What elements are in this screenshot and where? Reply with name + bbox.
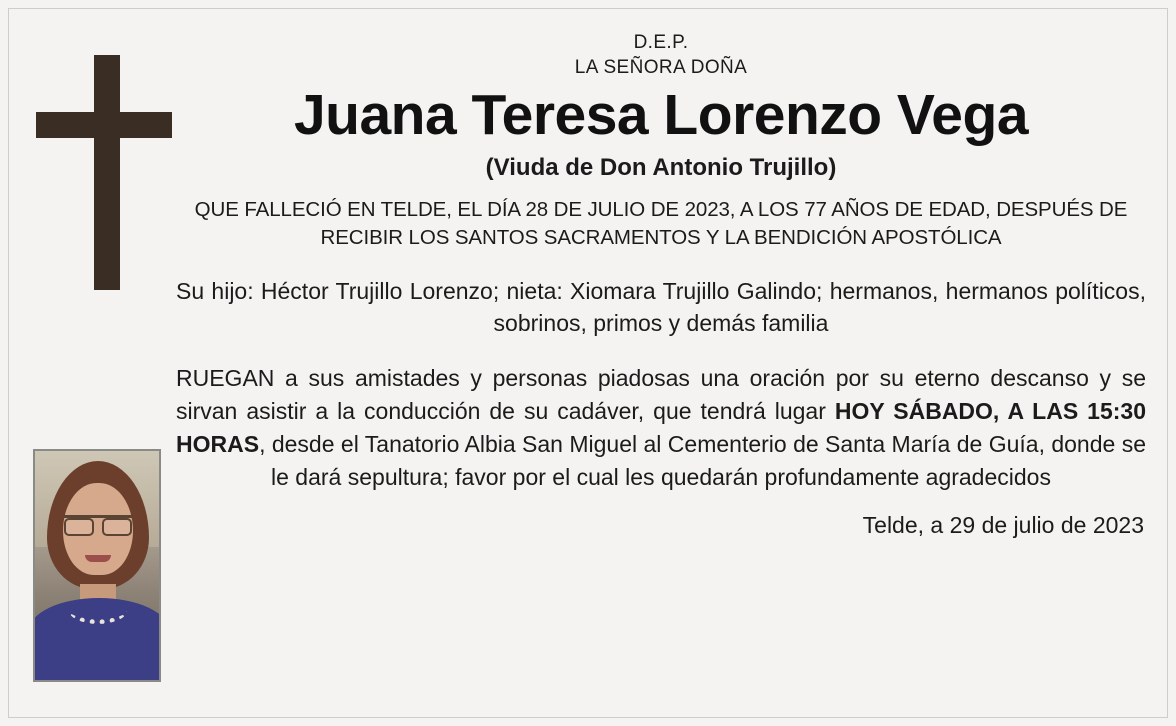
place-and-date: Telde, a 29 de julio de 2023 [862,511,1144,538]
request-text-part-2: , desde el Tanatorio Albia San Miguel al Cementerio de Santa María de Guía, donde se le dará sepultura; favor por el cual les quedarán profundamente agradecidos [259,431,1146,490]
cross-horizontal-bar [36,112,172,138]
cross-icon [36,55,172,290]
widow-of-label: (Viuda de Don Antonio Trujillo) [485,153,837,181]
cross-vertical-bar [94,55,120,290]
portrait-necklace [69,597,127,624]
death-information: QUE FALLECIÓ EN TELDE, EL DÍA 28 DE JULIO DE 2023, A LOS 77 AÑOS DE EDAD, DESPUÉS DE RECIBIR LOS SANTOS SACRAMENTOS Y LA BENDICIÓN APOSTÓLICA [194,197,1128,250]
deceased-name: Juana Teresa Lorenzo Vega [293,83,1029,148]
honorific-label: LA SEÑORA DOÑA [574,57,748,79]
portrait-photo [33,449,161,682]
notice-text-block [176,30,1146,539]
family-list: Su hijo: Héctor Trujillo Lorenzo; nieta: Xiomara Trujillo Galindo; hermanos, hermanos políticos, sobrinos, primos y demás familia [176,277,1146,337]
funeral-request [176,362,1146,494]
portrait-glasses [64,515,132,531]
portrait-mouth [85,555,111,562]
funeral-time: HOY SÁBADO, A LAS 15:30 HORAS [176,398,1146,458]
dep-label: D.E.P. [633,32,689,53]
request-text-part-1: RUEGAN a sus amistades y personas piadosas una oración por su eterno descanso y se sirvan asistir a la conducción de su cadáver, que tendrá lugar [176,365,1146,425]
